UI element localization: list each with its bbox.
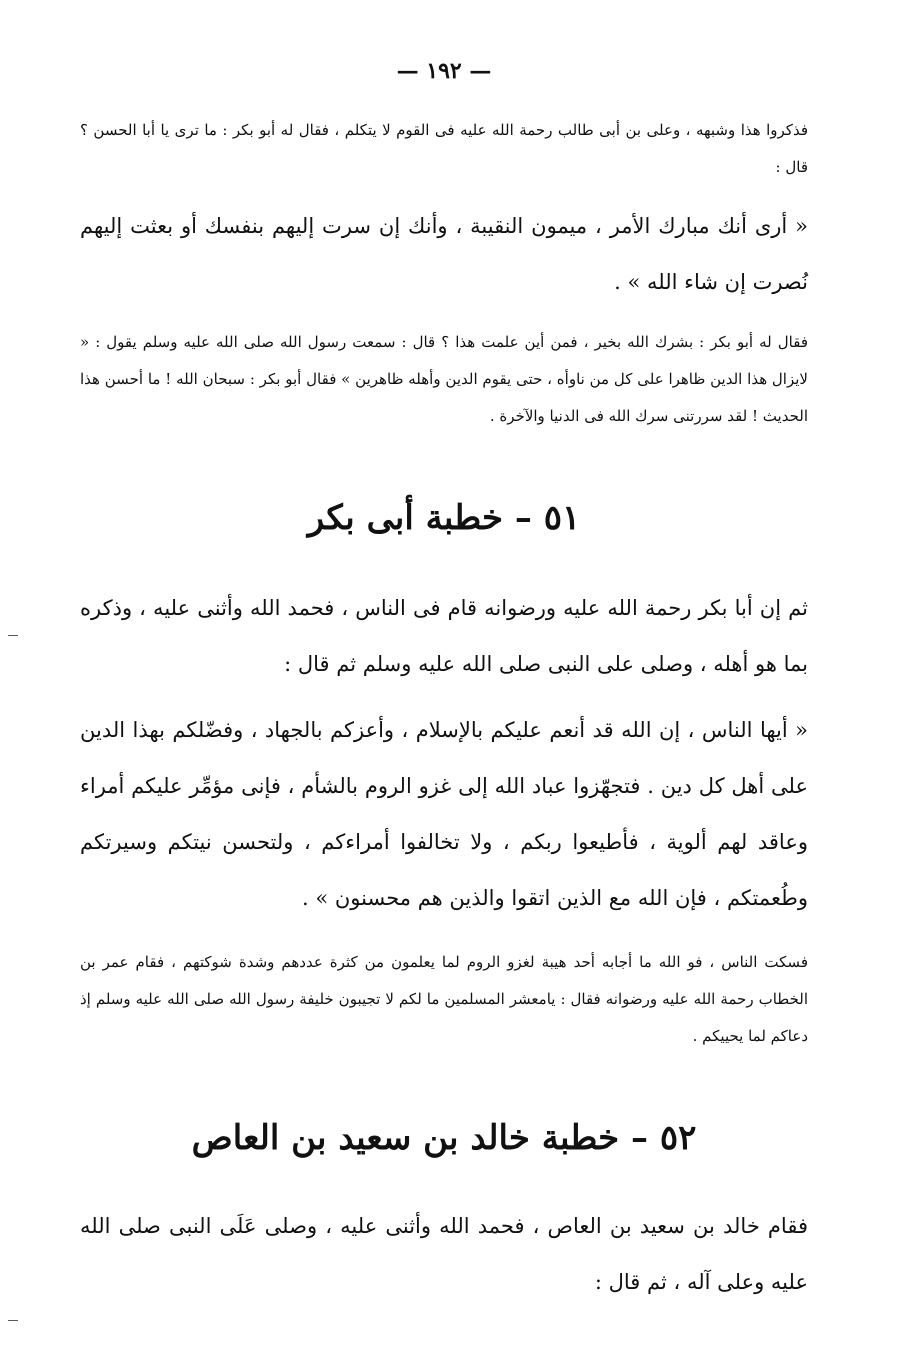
section-51-intro: ثم إن أبا بكر رحمة الله عليه ورضوانه قام فى الناس ، فحمد الله وأثنى عليه ، وذكره بما هو أهله ، وصلى على النبى صلى الله عليه وسلم ثم قال :: [80, 596, 808, 676]
quote-ali: « أرى أنك مبارك الأمر ، ميمون النقيبة ، وأنك إن سرت إليهم بنفسك أو بعثت إليهم نُصرت إن شاء الله » .: [80, 214, 808, 294]
section-51-speech: « أيها الناس ، إن الله قد أنعم عليكم بالإسلام ، وأعزكم بالجهاد ، وفضّلكم بهذا الدين على أهل كل دين . فتجهّزوا عباد الله إلى غزو الروم بالشأم ، فإنى مؤمِّر عليكم أمراء وعاقد لهم ألوية ، فأطيعوا ربكم ، ولا تخالفوا أمراءكم ، ولتحسن نيتكم وسيرتكم وطُعمتكم ، فإن الله مع الذين اتقوا والذين هم محسنون » .: [80, 718, 808, 910]
book-page: [80, 0, 808, 1369]
margin-mark: [8, 1320, 18, 1321]
section-52-intro: فقام خالد بن سعيد بن العاص ، فحمد الله وأثنى عليه ، وصلى عَلَى النبى صلى الله عليه وعلى آله ، ثم قال :: [80, 1214, 808, 1294]
section-heading-52: ٥٢ – خطبة خالد بن سعيد بن العاص: [191, 1118, 697, 1158]
paragraph-abubakr-reply: فقال له أبو بكر : بشرك الله بخير ، فمن أين علمت هذا ؟ قال : سمعت رسول الله صلى الله عليه وسلم يقول : « لايزال هذا الدين ظاهرا على كل من ناوأه ، حتى يقوم الدين وأهله ظاهرين » فقال أبو بكر : سبحان الله ! ما أحسن هذا الحديث ! لقد سررتنى سرك الله فى الدنيا والآخرة .: [80, 333, 808, 425]
page-number: — ١٩٢ —: [396, 58, 492, 84]
section-51-after: فسكت الناس ، فو الله ما أجابه أحد هيبة لغزو الروم لما يعلمون من كثرة عددهم وشدة شوكتهم ، فقام عمر بن الخطاب رحمة الله عليه ورضوانه فقال : يامعشر المسلمين ما لكم لا تجيبون خليفة رسول الله صلى الله عليه وسلم إذ دعاكم لما يحييكم .: [80, 953, 808, 1045]
paragraph-intro-context: فذكروا هذا وشبهه ، وعلى بن أبى طالب رحمة الله عليه فى القوم لا يتكلم ، فقال له أبو بكر : ما ترى يا أبا الحسن ؟ قال :: [80, 121, 808, 176]
section-heading-51: ٥١ – خطبة أبى بكر: [307, 498, 581, 538]
margin-mark: [8, 635, 18, 636]
